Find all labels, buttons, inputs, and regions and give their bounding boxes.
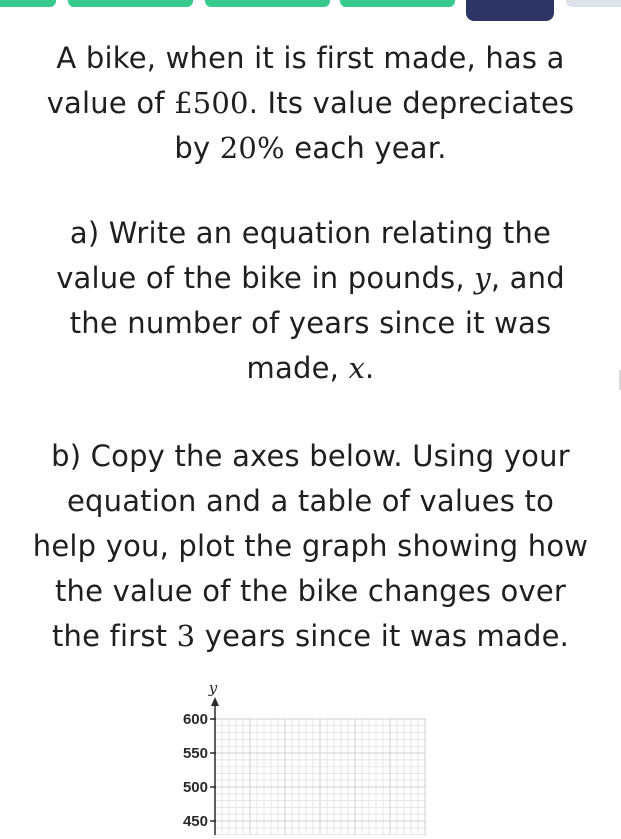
text-segment: . <box>365 351 375 385</box>
part-a-line-2 <box>0 256 621 301</box>
progress-segment-current[interactable] <box>466 0 554 21</box>
part-b-line-3: help you, plot the graph showing how <box>32 529 589 563</box>
part-b-line-2: equation and a table of values to <box>66 484 555 518</box>
text-segment: the first <box>51 619 177 653</box>
progress-segment-complete[interactable] <box>68 0 193 7</box>
progress-segment-complete[interactable] <box>340 0 455 7</box>
text-segment: each year. <box>284 131 447 165</box>
math-value: 3 <box>176 619 196 653</box>
intro-line-1: A bike, when it is first made, has a <box>56 41 565 75</box>
question-part-b <box>0 434 621 659</box>
y-tick-label: 600 <box>182 711 208 728</box>
text-segment: by <box>174 131 220 165</box>
math-variable: y <box>474 261 491 295</box>
text-segment: . Its value depreciates <box>248 86 575 120</box>
part-a-line-4 <box>0 346 621 391</box>
progress-segment-complete[interactable] <box>0 0 56 7</box>
text-segment: made, <box>246 351 349 385</box>
text-segment: , and <box>490 261 565 295</box>
progress-segment-complete[interactable] <box>205 0 330 7</box>
question-intro <box>0 36 621 171</box>
axes-graph <box>170 676 440 835</box>
text-segment: value of <box>46 86 175 120</box>
text-segment: value of the bike in pounds, <box>56 261 475 295</box>
part-a-line-1: a) Write an equation relating the <box>69 216 552 250</box>
part-a-line-3: the number of years since it was <box>69 306 552 340</box>
part-b-line-5 <box>0 614 621 659</box>
math-variable: x <box>348 351 366 385</box>
y-tick-label: 450 <box>182 813 208 830</box>
y-axis-arrow <box>211 697 219 706</box>
progress-segment-pending[interactable] <box>566 0 621 7</box>
intro-line-2 <box>0 81 621 126</box>
progress-bar <box>0 0 621 22</box>
part-b-line-4: the value of the bike changes over <box>54 574 567 608</box>
part-b-line-1: b) Copy the axes below. Using your <box>51 439 570 473</box>
y-tick-label: 500 <box>182 779 208 796</box>
intro-line-3 <box>0 126 621 171</box>
y-axis-label: y <box>208 679 218 697</box>
text-segment: years since it was made. <box>195 619 570 653</box>
math-value: 20% <box>219 131 285 165</box>
math-value: £500 <box>174 86 249 120</box>
chart-svg <box>170 676 440 835</box>
y-tick-label: 550 <box>182 745 208 762</box>
question-part-a <box>0 211 621 391</box>
